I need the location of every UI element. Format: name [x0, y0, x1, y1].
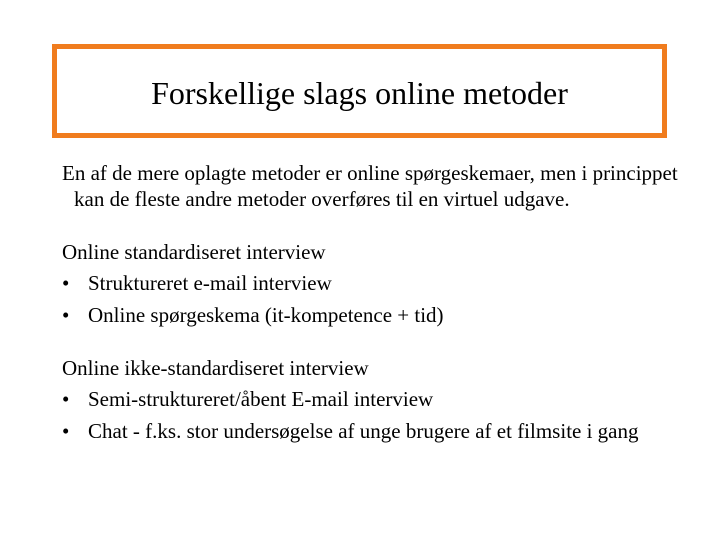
section-standardized	[62, 239, 682, 328]
list-item	[62, 302, 682, 328]
title-box	[52, 44, 667, 138]
bullet-glyph: •	[62, 419, 70, 443]
list-item-text: Struktureret e-mail interview	[88, 271, 332, 295]
list-item	[62, 418, 682, 444]
bullet-glyph: •	[62, 303, 70, 327]
bullet-glyph: •	[62, 271, 70, 295]
section-non-standardized	[62, 355, 682, 444]
intro-paragraph: En af de mere oplagte metoder er online spørgeskemaer, men i princippet kan de fleste andre metoder overføres til en virtuel udgave.	[62, 161, 678, 211]
bullet-list	[62, 270, 682, 328]
slide-content	[62, 160, 682, 450]
section-heading: Online ikke-standardiseret interview	[62, 356, 369, 380]
slide-title: Forskellige slags online metoder	[151, 75, 568, 111]
list-item	[62, 270, 682, 296]
list-item-text: Semi-struktureret/åbent E-mail interview	[88, 387, 434, 411]
list-item-text: Online spørgeskema (it-kompetence + tid)	[88, 303, 444, 327]
list-item	[62, 386, 682, 412]
bullet-glyph: •	[62, 387, 70, 411]
list-item-text: Chat - f.ks. stor undersøgelse af unge brugere af et filmsite i gang	[88, 419, 639, 443]
section-heading: Online standardiseret interview	[62, 240, 326, 264]
bullet-list	[62, 386, 682, 444]
